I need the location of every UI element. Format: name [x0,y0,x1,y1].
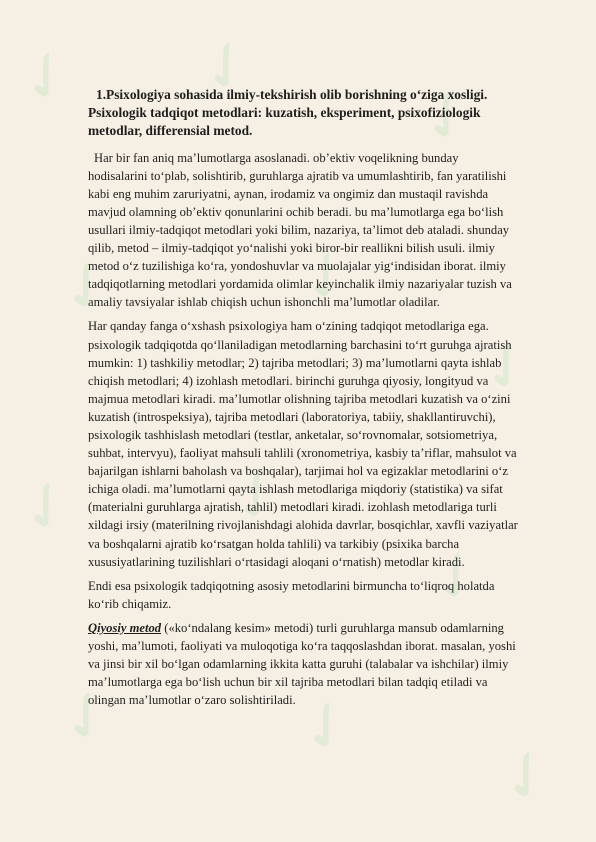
paragraph-transition: Endi esa psixologik tadqiqotning asosiy metodlarini birmuncha to‘liqroq holatda ko‘rib chiqamiz. [88,578,495,611]
watermark-logo: ✓ [463,321,550,413]
document-page [88,86,520,715]
watermark-logo: ✓ [403,71,490,163]
paragraph-comparative-method [88,619,520,709]
term-comparative-method: Qiyosiy metod [88,620,162,635]
watermark-logo: ✓ [3,31,90,123]
watermark-logo: ✓ [43,671,130,763]
section-heading: 1.Psixologiya sohasida ilmiy-tekshirish olib borishning o‘ziga xosligi. Psixologik tadqiqot metodlari: kuzatish, eksperiment, psixofiziologik metodlar, differensial metod. [88,87,488,139]
watermark-logo: ✓ [483,731,570,823]
paragraph-methods: Har qanday fanga o‘xshash psixologiya ham o‘zining tadqiqot metodlariga ega. psixologik tadqiqotda qo‘llaniladigan metodlarning barchasini to‘rt guruhga ajratish mumkin: 1) tashkiliy metodlar; 2) tajriba metodlari; 3) ma’lumotlarni qayta ishlab chiqish metodlari; 4) izohlash metodlari. birinchi guruhga qiyosiy, longityud va majmua metodlari kiradi. ma’lumotlar olishning tajriba metodlari kuzatish va o‘zini kuzatish (introspeksiya), tajriba metodlari (laboratoriya, tabiiy, shakllantiruvchi), psixologik tashhislash metodlari (testlar, anketalar, so‘rovnomalar, sotsiometriya, suhbat, intervyu), faoliyat mahsuli tahlili (xronometriya, kasbiy ta’riflar, mahsulot va bajarilgan ishlarni baholash va boshqalar), tarjimai hol va egizaklar metodlarini o‘z ichiga oladi. ma’lumotlarni qayta ishlash metodlariga miqdoriy (statistika) va sifat (materialni guruhlarga ajratish, tahlil) metodlari kiradi. izohlash metodlariga turli xildagi irsiy (materilning rivojlanishdagi alohida davrlar, bosqichlar, xavfli vaziyatlar va boshqalarni ajratib ko‘rsatgan holda tahlili) va tarkibiy (psixika barcha xususiyatlarining tuzilishlari o‘rtasidagi aloqani o‘rnatish) metodlar kiradi. [88,319,518,569]
watermark-logo: ✓ [213,451,300,543]
watermark-logo: ✓ [283,681,370,773]
watermark-logo: ✓ [283,231,370,323]
paragraph-intro: Har bir fan aniq ma’lumotlarga asoslanadi. ob’ektiv voqelikning bunday hodisalarini to‘plab, solishtirib, guruhlarga ajratib va umumlashtirib, fan yaratilishi kabi eng muhim zaruriyatni, aynan, irodamiz va ongimiz dan mustaqil ravishda mavjud olamning ob’ektiv qonunlarini ochib beradi. bu ma’lumotlarga ega bo‘lish usullari ilmiy-tadqiqot metodlari yoki bilim, nazariya, ta’limot deb ataladi. shunday qilib, metod – ilmiy-tadqiqot yo‘nalishi yoki biror-bir reallikni bilish usuli. ilmiy metod o‘z tuzilishiga ko‘ra, yondoshuvlar va muolajalar yig‘indisidan iborat. ilmiy tadqiqotlarning metodlari yordamida olimlar keyinchalik ilmiy nazariyalar tuzish va amaliy tavsiyalar ishlab chiqish uchun ishonchli ma’lumotlar oladilar. [88,150,512,310]
watermark-logo: ✓ [43,241,130,333]
paragraph-comparative-text: («ko‘ndalang kesim» metodi) turli guruhlarga mansub odamlarning yoshi, ma’lumoti, faoliyati va muloqotiga ko‘ra taqqoslashdan iborat. masalan, yoshi va jinsi bir xil bo‘lgan odamlarning ikkita katta guruhi (talabalar va ishchilar) ilmiy ma’lumotlarga ega bo‘lish uchun bir xil tajriba metodlari bilan tadqiq etiladi va olingan ma’lumotlar o‘zaro solishtiriladi. [88,620,516,708]
watermark-logo: ✓ [183,21,270,113]
watermark-logo: ✓ [3,461,90,553]
watermark-logo: ✓ [413,531,500,623]
